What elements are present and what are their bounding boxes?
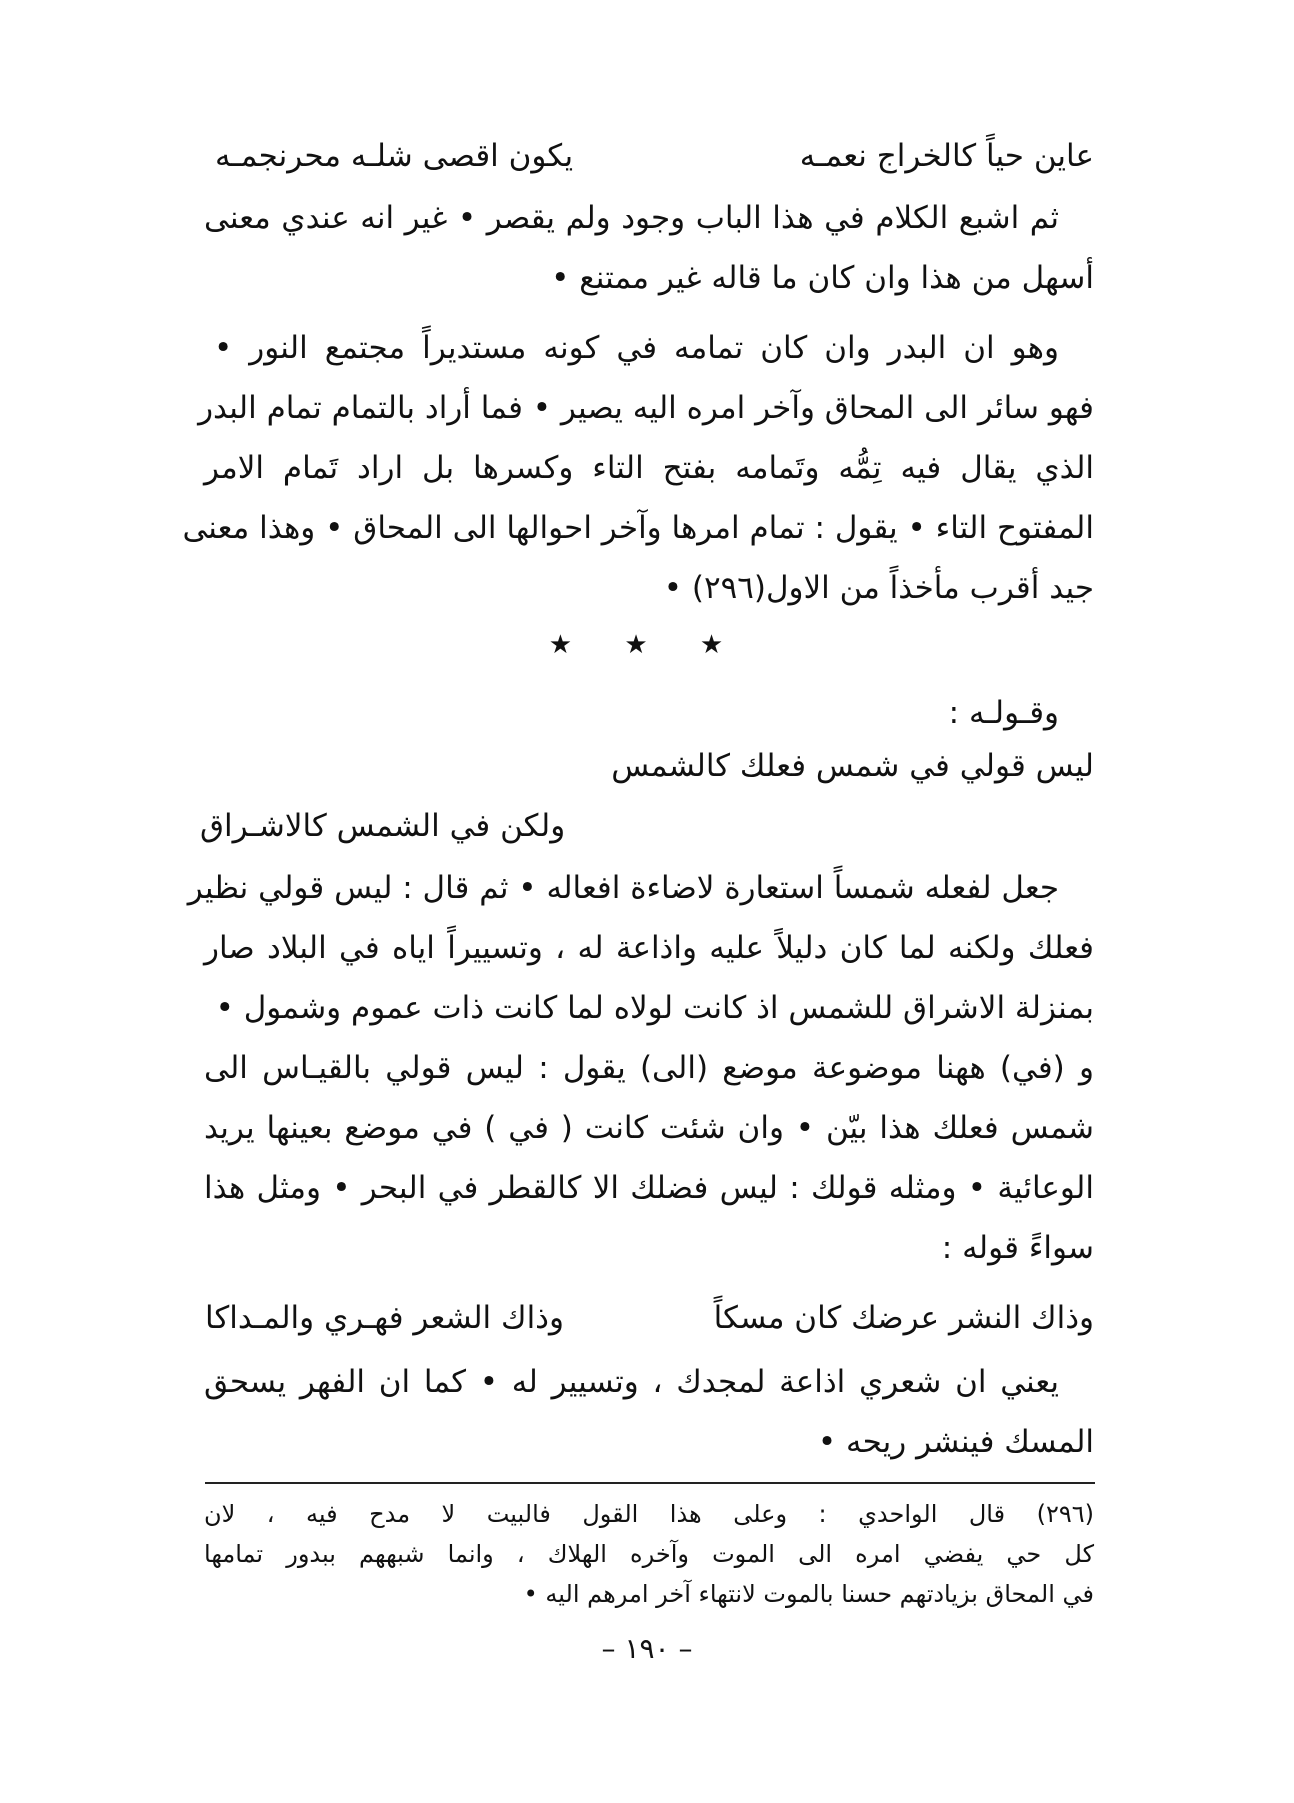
- text-line: المسك فينشر ريحه •: [817, 1424, 1094, 1460]
- text-line: الذي يقال فيه تِمُّه وتَمامه بفتح التاء وكسرها بل اراد تَمام الامر: [204, 450, 1094, 486]
- footnote-line: (٢٩٦) قال الواحدي : وعلى هذا القول فالبيت لا مدح فيه ، لان: [204, 1500, 1094, 1528]
- text-line: الوعائية • ومثله قولك : ليس فضلك الا كالقطر في البحر • ومثل هذا: [204, 1170, 1094, 1206]
- verse-hemistich-right: ليس قولي في شمس فعلك كالشمس: [611, 748, 1094, 784]
- text-line: أسهل من هذا وان كان ما قاله غير ممتنع •: [551, 260, 1094, 296]
- text-line: جعل لفعله شمساً استعارة لاضاءة افعاله • ثم قال : ليس قولي نظير: [187, 870, 1059, 906]
- text-line: المفتوح التاء • يقول : تمام امرها وآخر احوالها الى المحاق • وهذا معنى: [182, 510, 1094, 546]
- verse-hemistich-left: وذاك الشعر فهـري والمـداكا: [205, 1300, 564, 1336]
- verse-intro: وقـولـه :: [948, 695, 1059, 731]
- footnote-divider: [205, 1482, 1095, 1484]
- text-line: يعني ان شعري اذاعة لمجدك ، وتسيير له • كما ان الفهر يسحق: [204, 1364, 1059, 1400]
- text-line: سواءً قوله :: [941, 1230, 1094, 1266]
- page-number: – ١٩٠ –: [601, 1632, 693, 1665]
- footnote: [204, 1494, 1094, 1614]
- text-line: جيد أقرب مأخذاً من الاول(٢٩٦) •: [663, 570, 1094, 606]
- verse-hemistich-right: عاين حياً كالخراج نعمـه: [799, 138, 1094, 174]
- paragraph: [182, 318, 1094, 618]
- paragraph: [204, 1352, 1094, 1472]
- text-line: شمس فعلك هذا بيّن • وان شئت كانت ( في ) في موضع بعينها يريد: [204, 1110, 1094, 1146]
- text-line: وهو ان البدر وان كان تمامه في كونه مستديراً مجتمع النور •: [214, 330, 1059, 366]
- paragraph: [187, 858, 1094, 1278]
- text-line: ثم اشبع الكلام في هذا الباب وجود ولم يقصر • غير انه عندي معنى: [204, 200, 1059, 236]
- text-line: فعلك ولكنه لما كان دليلاً عليه واذاعة له ، وتسييراً اياه في البلاد صار: [204, 930, 1094, 966]
- section-separator: ★ ★ ★: [548, 630, 746, 660]
- verse-hemistich-right: وذاك النشر عرضك كان مسكاً: [713, 1300, 1094, 1336]
- footnote-line: في المحاق بزيادتهم حسنا بالموت لانتهاء آخر امرهم اليه •: [523, 1580, 1094, 1608]
- text-line: فهو سائر الى المحاق وآخر امره اليه يصير • فما أراد بالتمام تمام البدر: [198, 390, 1094, 426]
- paragraph: [204, 188, 1094, 308]
- footnote-line: كل حي يفضي امره الى الموت وآخره الهلاك ، وانما شبههم ببدور تمامها: [204, 1540, 1094, 1568]
- verse-hemistich-left: يكون اقصى شلـه محرنجمـه: [215, 138, 574, 174]
- text-line: بمنزلة الاشراق للشمس اذ كانت لولاه لما كانت ذات عموم وشمول •: [215, 990, 1094, 1026]
- verse-hemistich-left: ولكن في الشمس كالاشـراق: [200, 808, 566, 844]
- text-line: و (في) ههنا موضوعة موضع (الى) يقول : ليس قولي بالقيـاس الى: [204, 1050, 1094, 1086]
